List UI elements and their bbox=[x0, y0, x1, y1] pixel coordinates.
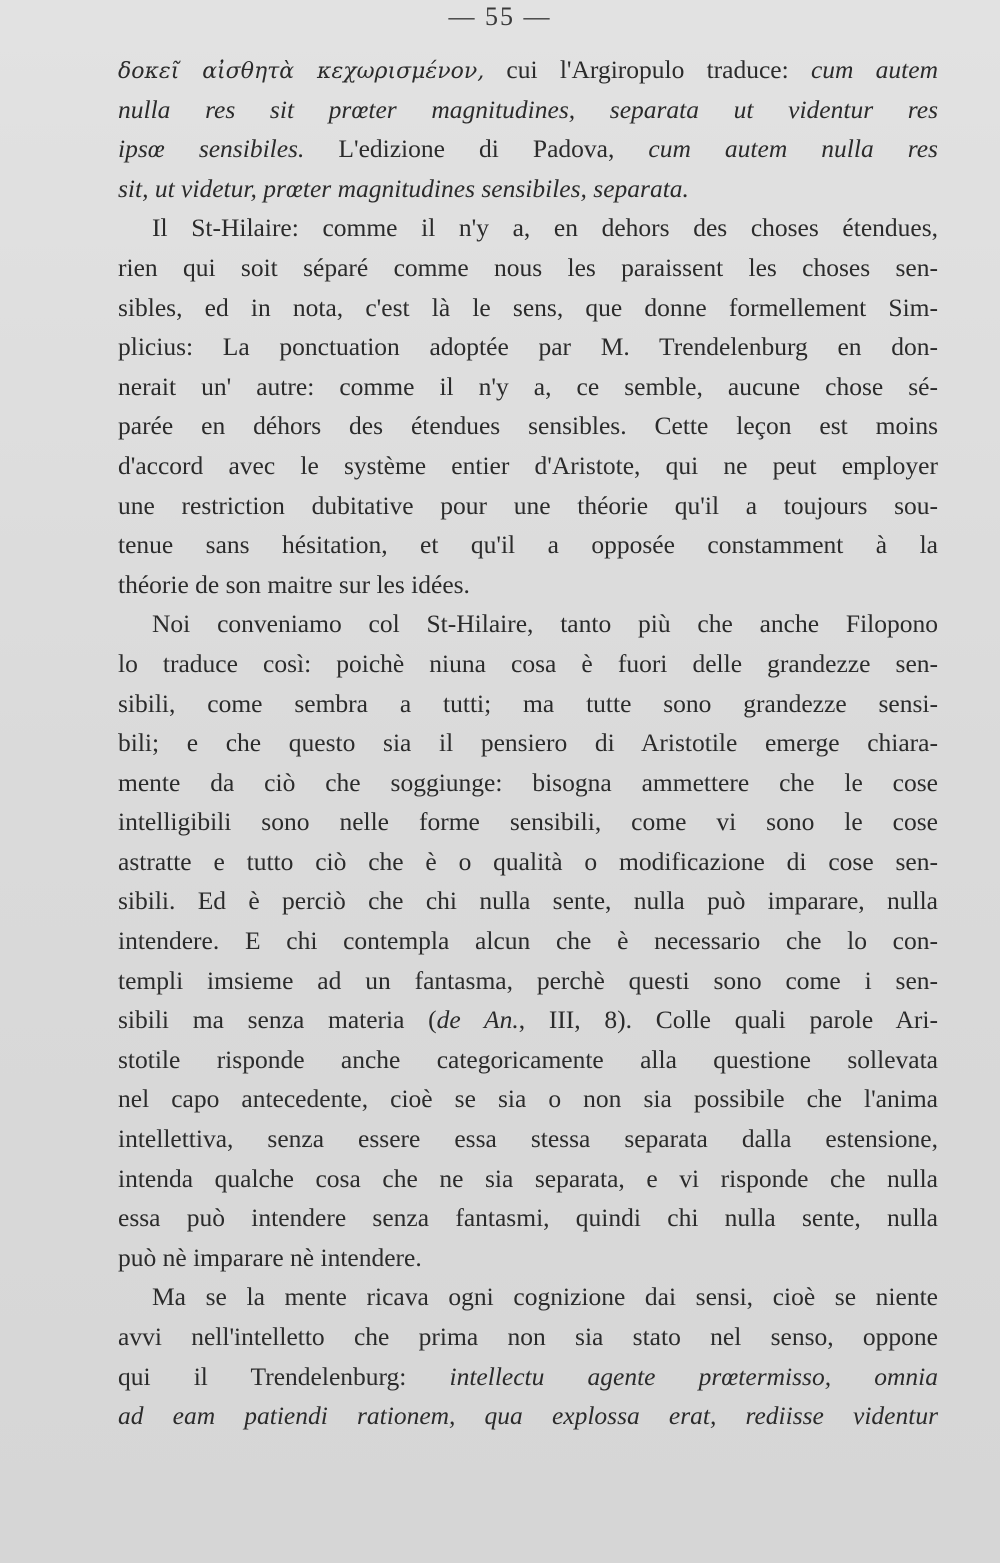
text-run: templi imsieme ad un fantasma, perchè questi sono come i sen- bbox=[118, 965, 938, 995]
text-run: sibili ma senza materia ( bbox=[118, 1005, 437, 1035]
text-line bbox=[118, 406, 938, 446]
text-run: nel capo antecedente, cioè se sia o non sia possibile che l'anima bbox=[118, 1084, 938, 1114]
text-line bbox=[118, 248, 938, 288]
text-run: intellettiva, senza essere essa stessa separata dalla estensione, bbox=[118, 1124, 938, 1154]
text-line bbox=[118, 763, 938, 803]
text-run: une restriction dubitative pour une théorie qu'il a toujours sou- bbox=[118, 490, 938, 520]
text-line bbox=[118, 921, 938, 961]
text-line bbox=[118, 1198, 938, 1238]
text-run: qui il Trendelenburg: bbox=[118, 1361, 450, 1391]
text-run: sibles, ed in nota, c'est là le sens, que donne formellement Sim- bbox=[118, 292, 938, 322]
text-line bbox=[118, 446, 938, 486]
text-line bbox=[118, 367, 938, 407]
text-line bbox=[118, 1317, 938, 1357]
text-run: intenda qualche cosa che ne sia separata, e vi risponde che nulla bbox=[118, 1163, 938, 1193]
text-run: plicius: La ponctuation adoptée par M. Trendelenburg en don- bbox=[118, 332, 938, 362]
text-run: intendere. E chi contempla alcun che è necessario che lo con- bbox=[118, 926, 938, 956]
text-run: , III, 8). Colle quali parole Ari- bbox=[518, 1005, 938, 1035]
text-line bbox=[118, 1040, 938, 1080]
text-run: Ma se la mente ricava ogni cognizione dai sensi, cioè se niente bbox=[152, 1282, 938, 1312]
text-line bbox=[118, 1277, 938, 1317]
text-line bbox=[118, 802, 938, 842]
text-run: cui l'Argiropulo traduce: bbox=[484, 55, 811, 84]
text-run: sibili, come sembra a tutti; ma tutte sono grandezze sensi- bbox=[118, 688, 938, 718]
italic-text-run: nulla res sit prœter magnitudines, separata ut videntur res bbox=[118, 94, 938, 124]
text-line bbox=[118, 208, 938, 248]
italic-text-run: cum autem bbox=[810, 55, 938, 84]
text-run: nerait un' autre: comme il n'y a, ce semble, aucune chose sé- bbox=[118, 371, 938, 401]
italic-text-run: cum autem nulla res bbox=[648, 134, 938, 164]
text-line bbox=[118, 50, 938, 90]
text-line bbox=[118, 169, 938, 209]
text-run: stotile risponde anche categoricamente alla questione sollevata bbox=[118, 1044, 938, 1074]
italic-text-run: de An. bbox=[436, 1005, 519, 1035]
italic-text-run: ipsœ sensibiles. bbox=[118, 134, 305, 164]
text-line bbox=[118, 1119, 938, 1159]
text-run: rien qui soit séparé comme nous les paraissent les choses sen- bbox=[118, 252, 938, 282]
italic-text-run: intellectu agente prœtermisso, omnia bbox=[449, 1361, 938, 1391]
page-number: — 55 — bbox=[448, 2, 552, 31]
text-line bbox=[118, 1357, 938, 1397]
text-run: essa può intendere senza fantasmi, quindi chi nulla sente, nulla bbox=[118, 1203, 938, 1233]
text-line bbox=[118, 881, 938, 921]
text-line bbox=[118, 90, 938, 130]
text-line bbox=[118, 644, 938, 684]
text-run: astratte e tutto ciò che è o qualità o modificazione di cose sen- bbox=[118, 846, 938, 876]
text-line bbox=[118, 327, 938, 367]
body-text bbox=[118, 50, 938, 1436]
text-line bbox=[118, 684, 938, 724]
text-run: sibili. Ed è perciò che chi nulla sente, nulla può imparare, nulla bbox=[118, 886, 938, 916]
text-run: parée en déhors des étendues sensibles. Cette leçon est moins bbox=[118, 411, 938, 441]
text-run: tenue sans hésitation, et qu'il a opposée constamment à la bbox=[118, 530, 938, 560]
text-line bbox=[118, 1159, 938, 1199]
text-line bbox=[118, 129, 938, 169]
greek-text-run: δοκεῖ αἰσθητὰ κεχωρισμένον, bbox=[118, 59, 485, 84]
text-line bbox=[118, 565, 938, 605]
text-run: L'edizione di Padova, bbox=[304, 134, 649, 164]
text-line bbox=[118, 1000, 938, 1040]
text-run: théorie de son maitre sur les idées. bbox=[118, 569, 470, 599]
text-line bbox=[118, 604, 938, 644]
text-run: Noi conveniamo col St-Hilaire, tanto più che anche Filopono bbox=[152, 609, 938, 639]
text-line bbox=[118, 288, 938, 328]
text-line bbox=[118, 961, 938, 1001]
text-line bbox=[118, 842, 938, 882]
text-line bbox=[118, 1238, 938, 1278]
text-run: avvi nell'intelletto che prima non sia stato nel senso, oppone bbox=[118, 1322, 938, 1351]
text-run: d'accord avec le système entier d'Aristote, qui ne peut employer bbox=[118, 450, 938, 480]
text-line bbox=[118, 1079, 938, 1119]
text-run: può nè imparare nè intendere. bbox=[118, 1242, 422, 1272]
text-line bbox=[118, 723, 938, 763]
text-line bbox=[118, 1396, 938, 1436]
text-run: lo traduce così: poichè niuna cosa è fuori delle grandezze sen- bbox=[118, 648, 938, 678]
italic-text-run: ad eam patiendi rationem, qua explossa erat, rediisse videntur bbox=[118, 1401, 938, 1431]
italic-text-run: sit, ut videtur, prœter magnitudines sensibiles, separata. bbox=[118, 173, 689, 203]
text-run: intelligibili sono nelle forme sensibili, come vi sono le cose bbox=[118, 807, 938, 837]
text-run: Il St-Hilaire: comme il n'y a, en dehors des choses étendues, bbox=[152, 213, 938, 243]
text-run: bili; e che questo sia il pensiero di Aristotile emerge chiara- bbox=[118, 728, 938, 758]
text-line bbox=[118, 525, 938, 565]
text-line bbox=[118, 486, 938, 526]
text-run: mente da ciò che soggiunge: bisogna ammettere che le cose bbox=[118, 767, 938, 797]
